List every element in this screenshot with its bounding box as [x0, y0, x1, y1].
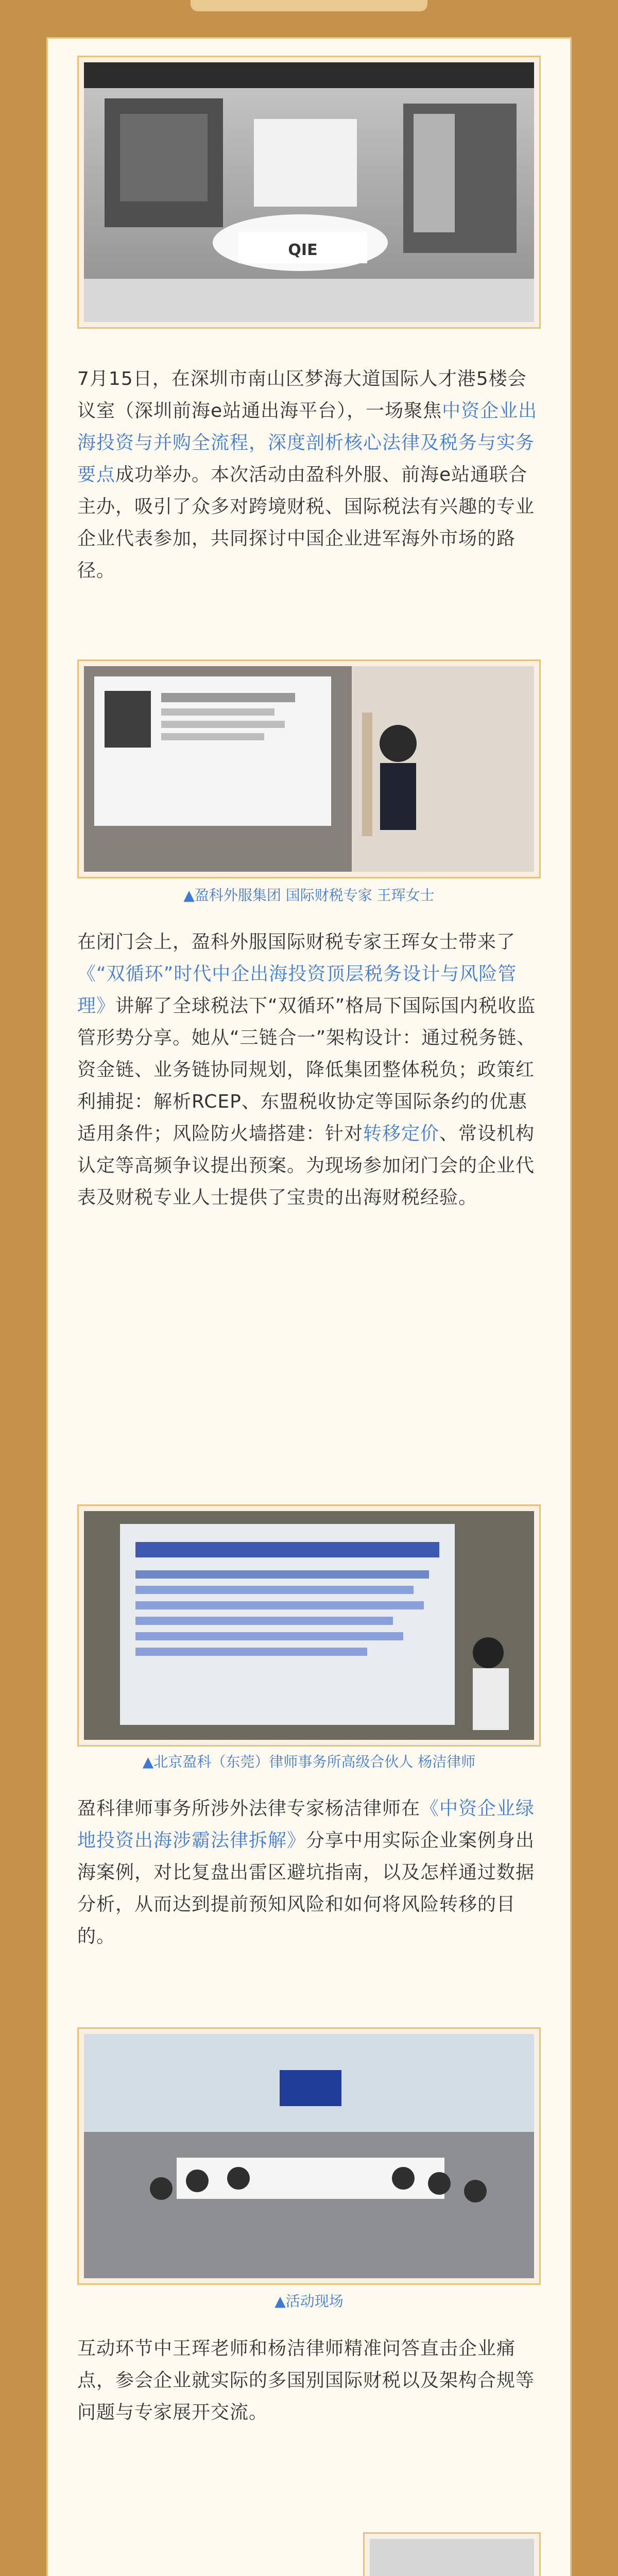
- venue-photo: [84, 2034, 534, 2278]
- venue-illustration: [84, 2034, 534, 2278]
- speaker-1-text: 在闭门会上，盈科外服国际财税专家王珲女士带来了: [77, 931, 516, 953]
- caption-venue: [77, 2290, 541, 2311]
- photo-frame-3: [77, 1504, 541, 1747]
- intro-paragraph: [77, 363, 541, 634]
- top-decoration: [191, 0, 427, 11]
- gallery-illustration-1: [370, 2539, 534, 2576]
- venue-caption-text: ▲活动现场: [274, 2293, 344, 2310]
- caption-speaker-2: ▲北京盈科（东莞）律师事务所高级合伙人 杨洁律师: [142, 1753, 476, 1770]
- interaction-paragraph: [77, 2333, 541, 2508]
- reception-photo: [84, 62, 534, 322]
- reception-illustration: [84, 62, 534, 322]
- speaker-2-text-rest: 分享中用实际企业案例身出海案例，对比复盘出雷区避坑指南，以及怎样通过数据分析，从而达到提前预知风险和如何将风险转移的目的。: [77, 1830, 535, 1947]
- speaker-photo-2: [84, 1511, 534, 1740]
- speaker-illustration-2: [84, 1511, 534, 1740]
- svg-text:QIE: QIE: [288, 241, 318, 259]
- photo-frame-2: [77, 659, 541, 878]
- caption-speaker-1: ▲盈科外服集团 国际财税专家 王珲女士: [183, 887, 435, 904]
- intro-text: 7月15日，在深圳市南山区梦海大道国际人才港5楼会议室（深圳前海e站通出海平台），一场聚焦: [77, 368, 527, 421]
- intro-text-rest: 成功举办。本次活动由盈科外服、前海e站通联合主办，吸引了众多对跨境财税、国际税法有兴趣的专业企业代表参加，共同探讨中国企业进军海外市场的路径。: [77, 464, 535, 581]
- speaker-1-text-rest: 讲解了全球税法下“双循环”格局下国际国内税收监管形势分享。她从“三链合一”架构设计：通过税务链、资金链、业务链协同规划，降低集团整体税负；政策红利捕捉：解析RCEP、东盟税收协定等国际条约的优惠适用条件；风险防火墙搭建：针对: [77, 995, 536, 1144]
- photo-frame-4: [77, 2027, 541, 2285]
- intro-highlight: 中资企业出海投资与并购全流程，深度剖析核心法律及税务与实务要点: [77, 400, 538, 485]
- speaker-1-highlight: 《“双循环”时代中企出海投资顶层税务设计与风险管理》: [77, 963, 517, 1016]
- speaker-photo-1: [84, 666, 534, 872]
- transfer-pricing-link: 转移定价: [363, 1123, 440, 1144]
- gallery-photo-1: [370, 2539, 534, 2576]
- speaker-2-text: 盈科律师事务所涉外法律专家杨洁律师在: [77, 1798, 421, 1819]
- speaker-2-highlight: 《中资企业绿地投资出海涉霸法律拆解》: [77, 1798, 535, 1851]
- speaker-illustration-1: [84, 666, 534, 872]
- speaker-2-paragraph: [77, 1793, 541, 1999]
- interaction-text: 互动环节中王珲老师和杨洁律师精准问答直击企业痛点，参会企业就实际的多国别国际财税以及架构合规等问题与专家展开交流。: [77, 2338, 535, 2423]
- speaker-1-paragraph: [77, 926, 541, 1475]
- photo-frame-1: [77, 56, 541, 329]
- gallery-photo-right-top: [363, 2532, 541, 2576]
- speaker-1-text-end: 、常设机构认定等高频争议提出预案。为现场参加闭门会的企业代表及财税专业人士提供了宝贵的出海财税经验。: [77, 1123, 535, 1208]
